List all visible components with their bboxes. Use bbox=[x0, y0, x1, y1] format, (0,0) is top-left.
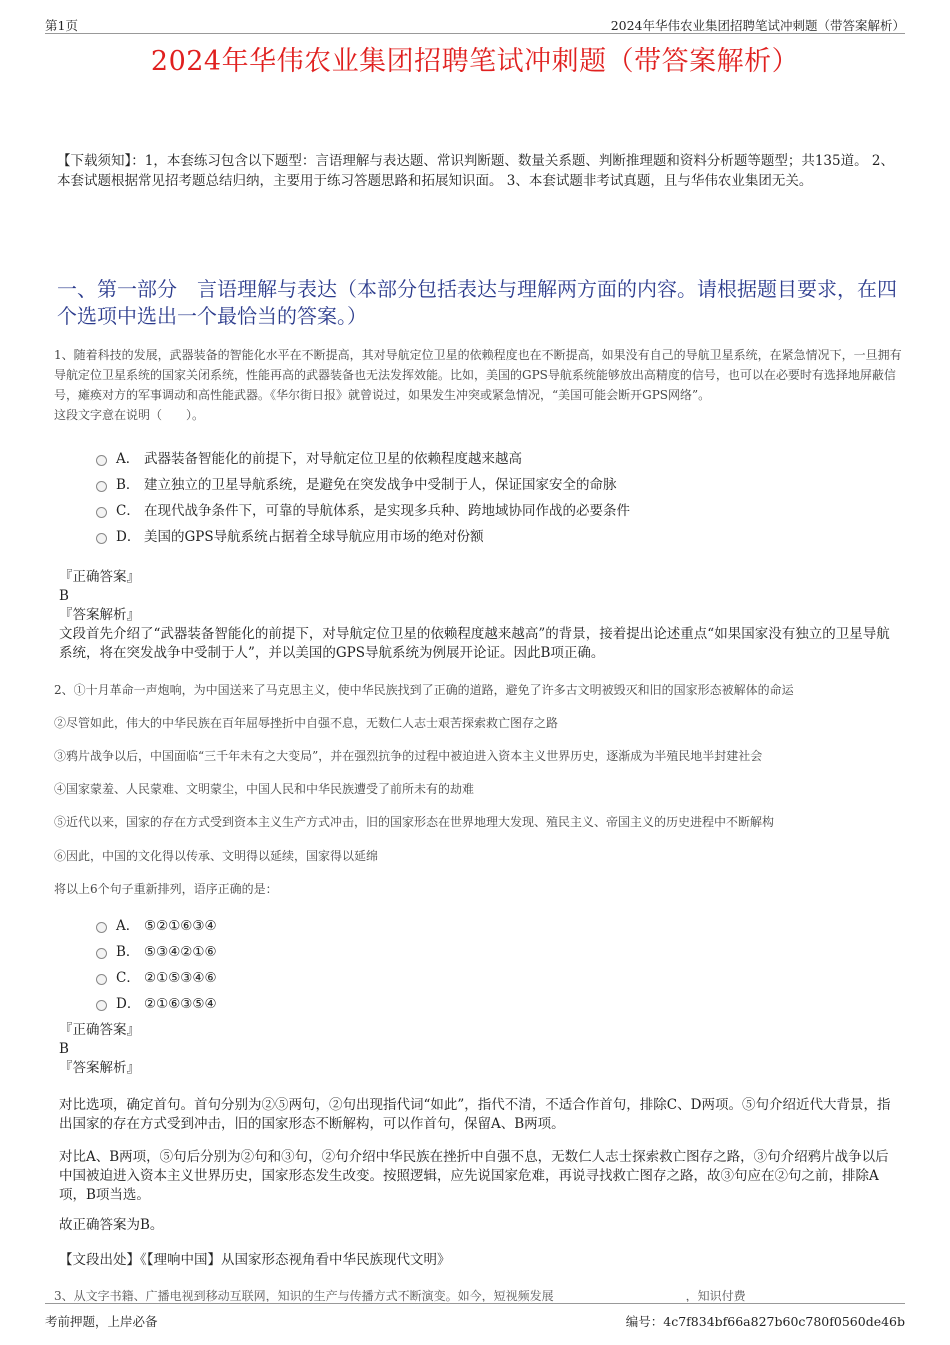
q2-option-d[interactable]: D． ②①⑥③⑤④ bbox=[96, 991, 876, 1017]
question-2-s4: ④国家蒙羞、人民蒙难、文明蒙尘，中国人民和中华民族遭受了前所未有的劫难 bbox=[54, 782, 475, 796]
analysis-text: 文段首先介绍了“武器装备智能化的前提下，对导航定位卫星的依赖程度越来越高”的背景，接着提出论述重点“如果国家没有独立的卫星导航系统，将在突发战争中受制于人”，并以美国的GPS导航系统为例展开论证。因此B项正确。 bbox=[59, 626, 890, 661]
q1-option-d[interactable]: D． 美国的GPS导航系统占据着全球导航应用市场的绝对份额 bbox=[96, 524, 876, 550]
footer-slogan: 考前押题，上岸必备 bbox=[45, 1314, 158, 1329]
question-2-s3: ③鸦片战争以后，中国面临“三千年未有之大变局”，并在强烈抗争的过程中被迫进入资本主义世界历史，逐渐成为半殖民地半封建社会 bbox=[54, 749, 763, 763]
radio-button[interactable] bbox=[96, 533, 107, 544]
question-2-s1: 2、①十月革命一声炮响，为中国送来了马克思主义，使中华民族找到了正确的道路，避免了许多古文明被毁灭和旧的国家形态被解体的命运 bbox=[54, 683, 794, 697]
question-1-text bbox=[54, 345, 904, 425]
question-2-s5: ⑤近代以来，国家的存在方式受到资本主义生产方式冲击，旧的国家形态在世界地理大发现、殖民主义、帝国主义的历史进程中不断解构 bbox=[54, 815, 775, 829]
page-number: 第1页 bbox=[45, 18, 78, 33]
q1-option-b[interactable]: B． 建立独立的卫星导航系统，是避免在突发战争中受制于人，保证国家安全的命脉 bbox=[96, 472, 876, 498]
q2-option-b[interactable]: B． ⑤③④②①⑥ bbox=[96, 939, 876, 965]
section-heading: 一、第一部分 言语理解与表达（本部分包括表达与理解两方面的内容。请根据题目要求，在四个选项中选出一个最恰当的答案。） bbox=[57, 277, 897, 328]
question-2-s6: ⑥因此，中国的文化得以传承、文明得以延续，国家得以延绵 bbox=[54, 849, 379, 863]
q1-option-c[interactable]: C． 在现代战争条件下，可靠的导航体系，是实现多兵种、跨地域协同作战的必要条件 bbox=[96, 498, 876, 524]
radio-button[interactable] bbox=[96, 1000, 107, 1011]
q2-option-a[interactable]: A． ⑤②①⑥③④ bbox=[96, 913, 876, 939]
radio-button[interactable] bbox=[96, 974, 107, 985]
radio-button[interactable] bbox=[96, 948, 107, 959]
page-footer bbox=[45, 1303, 905, 1331]
analysis-paragraph-1: 对比选项，确定首句。首句分别为②⑤两句，②句出现指代词“如此”，指代不清，不适合作首句，排除C、D两项。⑤句介绍近代大背景，指出国家的存在方式受到冲击，旧的国家形态不断解构，可以作首句，保留A、B两项。 bbox=[59, 1097, 891, 1132]
question-2-s2: ②尽管如此，伟大的中华民族在百年屈辱挫折中自强不息，无数仁人志士艰苦探索救亡图存之路 bbox=[54, 716, 559, 730]
answer-value: B bbox=[59, 588, 69, 604]
download-notice: 【下载须知】：1，本套练习包含以下题型：言语理解与表达题、常识判断题、数量关系题、判断推理题和资料分析题等题型；共135道。 2、本套试题根据常见招考题总结归纳，主要用于练习答题思路和拓展知识面。 3、本套试题非考试真题，且与华伟农业集团无关。 bbox=[57, 153, 894, 189]
radio-button[interactable] bbox=[96, 507, 107, 518]
question-2-answer bbox=[59, 1021, 899, 1078]
answer-label: 『正确答案』 bbox=[59, 1022, 140, 1038]
radio-button[interactable] bbox=[96, 922, 107, 933]
answer-label: 『正确答案』 bbox=[59, 569, 140, 585]
document-title: 2024年华伟农业集团招聘笔试冲刺题（带答案解析） bbox=[150, 46, 800, 77]
analysis-label: 『答案解析』 bbox=[59, 1060, 140, 1076]
source-citation: 【文段出处】《【理响中国】从国家形态视角看中华民族现代文明》 bbox=[59, 1252, 451, 1268]
question-1-body: 1、随着科技的发展，武器装备的智能化水平在不断提高，其对导航定位卫星的依赖程度也在不断提高，如果没有自己的导航卫星系统，在紧急情况下，一旦拥有导航定位卫星系统的国家关闭系统，性能再高的武器装备也无法发挥效能。比如，美国的GPS导航系统能够放出高精度的信号，也可以在必要时有选择地屏蔽信号，瘫痪对方的军事调动和高性能武器。《华尔街日报》就曾说过，如果发生冲突或紧急情况，“美国可能会断开GPS网络”。 bbox=[54, 348, 902, 402]
question-1-options bbox=[96, 446, 876, 550]
analysis-paragraph-2: 对比A、B两项，⑤句后分别为②句和③句，②句介绍中华民族在挫折中自强不息，无数仁人志士探索救亡图存之路，③句介绍鸦片战争以后中国被迫进入资本主义世界历史，国家形态发生改变。按照逻辑，应先说国家危难，再说寻找救亡图存之路，故③句应在②句之前，排除A项，B项当选。 bbox=[59, 1149, 889, 1203]
question-1-prompt: 这段文字意在说明（ ）。 bbox=[54, 408, 205, 422]
q1-option-a[interactable]: A． 武器装备智能化的前提下，对导航定位卫星的依赖程度越来越高 bbox=[96, 446, 876, 472]
answer-value: B bbox=[59, 1041, 69, 1057]
page-header bbox=[45, 14, 905, 34]
question-2-options bbox=[96, 913, 876, 1017]
analysis-label: 『答案解析』 bbox=[59, 607, 140, 623]
radio-button[interactable] bbox=[96, 455, 107, 466]
question-2-prompt: 将以上6个句子重新排列，语序正确的是： bbox=[54, 882, 278, 896]
question-1-answer bbox=[59, 568, 899, 663]
radio-button[interactable] bbox=[96, 481, 107, 492]
footer-id: 编号：4c7f834bf66a827b60c780f0560de46b bbox=[625, 1314, 905, 1329]
analysis-paragraph-3: 故正确答案为B。 bbox=[59, 1217, 164, 1233]
question-3-partial: 3、从文字书籍、广播电视到移动互联网，知识的生产与传播方式不断演变。如今，短视频发展 ，知识付费 bbox=[54, 1289, 746, 1302]
q2-option-c[interactable]: C． ②①⑤③④⑥ bbox=[96, 965, 876, 991]
header-doc-title: 2024年华伟农业集团招聘笔试冲刺题（带答案解析） bbox=[610, 18, 905, 33]
